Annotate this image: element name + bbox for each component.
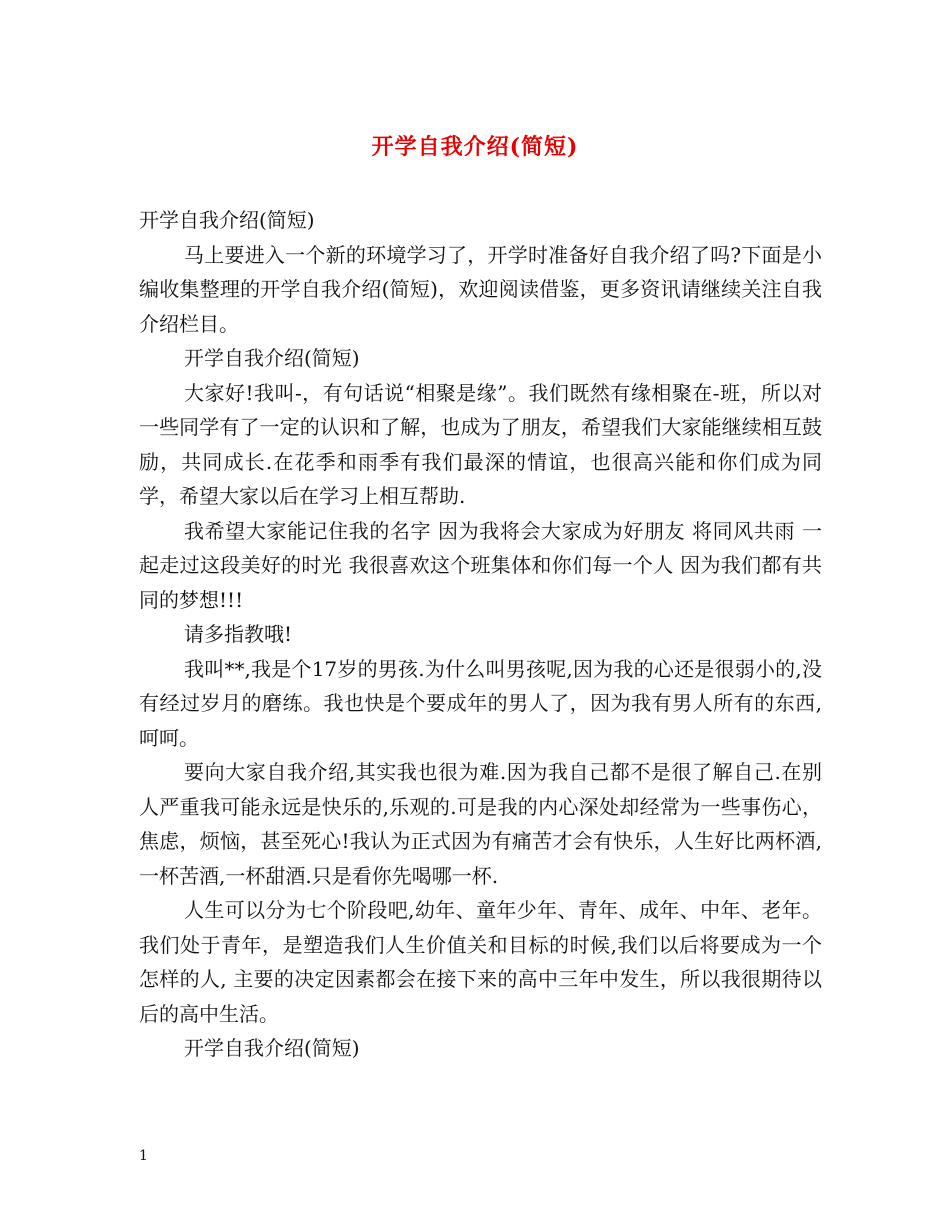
body-paragraph: 大家好!我叫-，有句话说“相聚是缘”。我们既然有缘相聚在-班，所以对一些同学有了一定的认识和了解，也成为了朋友，希望我们大家能继续相互鼓励，共同成长.在花季和雨季有我们最深的情谊，也很高兴能和你们成为同学，希望大家以后在学习上相互帮助.	[139, 380, 822, 508]
body-paragraph: 我希望大家能记住我的名字 因为我将会大家成为好朋友 将同风共雨 一起走过这段美好的时光 我很喜欢这个班集体和你们每一个人 因为我们都有共同的梦想!!!	[139, 518, 822, 612]
body-paragraph: 请多指教哦!	[184, 622, 293, 646]
document-title: 开学自我介绍(简短)	[371, 134, 579, 160]
body-paragraph: 人生可以分为七个阶段吧,幼年、童年少年、青年、成年、中年、老年。我们处于青年，是塑造我们人生价值关和目标的时候,我们以后将要成为一个怎样的人, 主要的决定因素都会在接下来的高中三年中发生，所以我很期待以后的高中生活。	[139, 898, 822, 1026]
body-paragraph: 我叫**,我是个17岁的男孩.为什么叫男孩呢,因为我的心还是很弱小的,没有经过岁月的磨练。我也快是个要成年的男人了，因为我有男人所有的东西,呵呵。	[139, 656, 822, 750]
subtitle-paragraph: 开学自我介绍(简短)	[139, 208, 315, 232]
body-paragraph: 要向大家自我介绍,其实我也很为难.因为我自己都不是很了解自己.在别人严重我可能永远是快乐的,乐观的.可是我的内心深处却经常为一些事伤心，焦虑，烦恼，甚至死心!我认为正式因为有痛苦才会有快乐，人生好比两杯酒,一杯苦酒,一杯甜酒.只是看你先喝哪一杯.	[139, 760, 822, 888]
document-body	[139, 203, 822, 1066]
section-heading: 开学自我介绍(简短)	[184, 1036, 360, 1060]
section-heading: 开学自我介绍(简短)	[184, 346, 360, 370]
page-number: 1	[139, 1148, 148, 1164]
body-paragraph: 马上要进入一个新的环境学习了，开学时准备好自我介绍了吗?下面是小编收集整理的开学自我介绍(简短)，欢迎阅读借鉴，更多资讯请继续关注自我介绍栏目。	[139, 242, 822, 336]
